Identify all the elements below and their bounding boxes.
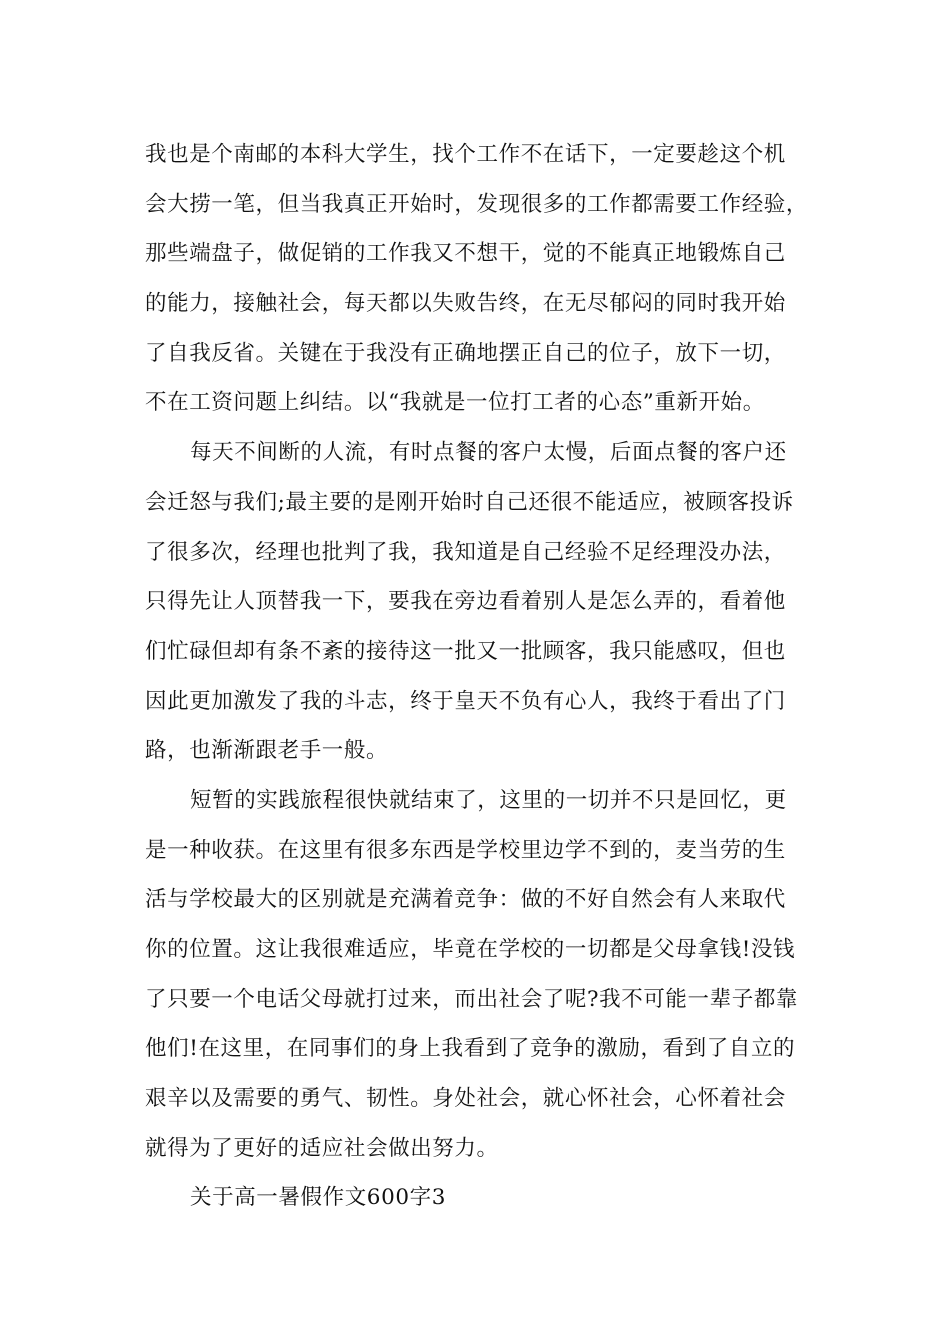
- paragraph-line: 会大捞一笔，但当我真正开始时，发现很多的工作都需要工作经验，: [145, 191, 809, 217]
- paragraph-line: 我也是个南邮的本科大学生，找个工作不在话下，一定要趁这个机: [145, 142, 786, 167]
- paragraph-line: 是一种收获。在这里有很多东西是学校里边学不到的，麦当劳的生: [145, 837, 786, 863]
- paragraph-line: 那些端盘子，做促销的工作我又不想干，觉的不能真正地锻炼自己: [145, 241, 786, 267]
- paragraph-line: 路，也渐渐跟老手一般。: [145, 738, 389, 764]
- paragraph-line: 不在工资问题上纠结。以“我就是一位打工者的心态”重新开始。: [145, 390, 765, 416]
- paragraph-line: 们忙碌但却有条不紊的接待这一批又一批顾客，我只能感叹，但也: [145, 638, 786, 664]
- paragraph-line: 会迁怒与我们;最主要的是刚开始时自己还很不能适应，被顾客投诉: [145, 489, 794, 515]
- paragraph-line: 就得为了更好的适应社会做出努力。: [145, 1135, 499, 1161]
- paragraph-line: 了很多次，经理也批判了我，我知道是自己经验不足经理没办法，: [145, 539, 786, 565]
- paragraph-line: 的能力，接触社会，每天都以失败告终，在无尽郁闷的同时我开始: [145, 291, 786, 317]
- document-body: [145, 130, 809, 1223]
- paragraph-line: 因此更加激发了我的斗志，终于皇天不负有心人，我终于看出了门: [145, 688, 786, 714]
- paragraph-line: 了自我反省。关键在于我没有正确地摆正自己的位子，放下一切，: [145, 340, 786, 366]
- paragraph-line: 了只要一个电话父母就打过来，而出社会了呢?我不可能一辈子都靠: [145, 986, 799, 1012]
- paragraph-line: 每天不间断的人流，有时点餐的客户太慢，后面点餐的客户还: [190, 440, 787, 466]
- paragraph-line: 只得先让人顶替我一下，要我在旁边看着别人是怎么弄的，看着他: [145, 589, 786, 615]
- paragraph-line: 你的位置。这让我很难适应，毕竟在学校的一切都是父母拿钱!没钱: [145, 937, 796, 962]
- paragraph-2: [145, 428, 805, 776]
- paragraph-line: 他们!在这里，在同事们的身上我看到了竞争的激励，看到了自立的: [145, 1036, 796, 1062]
- paragraph-line: 短暂的实践旅程很快就结束了，这里的一切并不只是回忆，更: [190, 787, 787, 813]
- section-heading: 关于高一暑假作文600字3: [190, 1185, 447, 1211]
- paragraph-3: [145, 776, 805, 1174]
- paragraph-line: 活与学校最大的区别就是充满着竞争：做的不好自然会有人来取代: [145, 887, 786, 913]
- paragraph-line: 艰辛以及需要的勇气、韧性。身处社会，就心怀社会，心怀着社会: [145, 1086, 786, 1112]
- paragraph-1: [145, 130, 809, 428]
